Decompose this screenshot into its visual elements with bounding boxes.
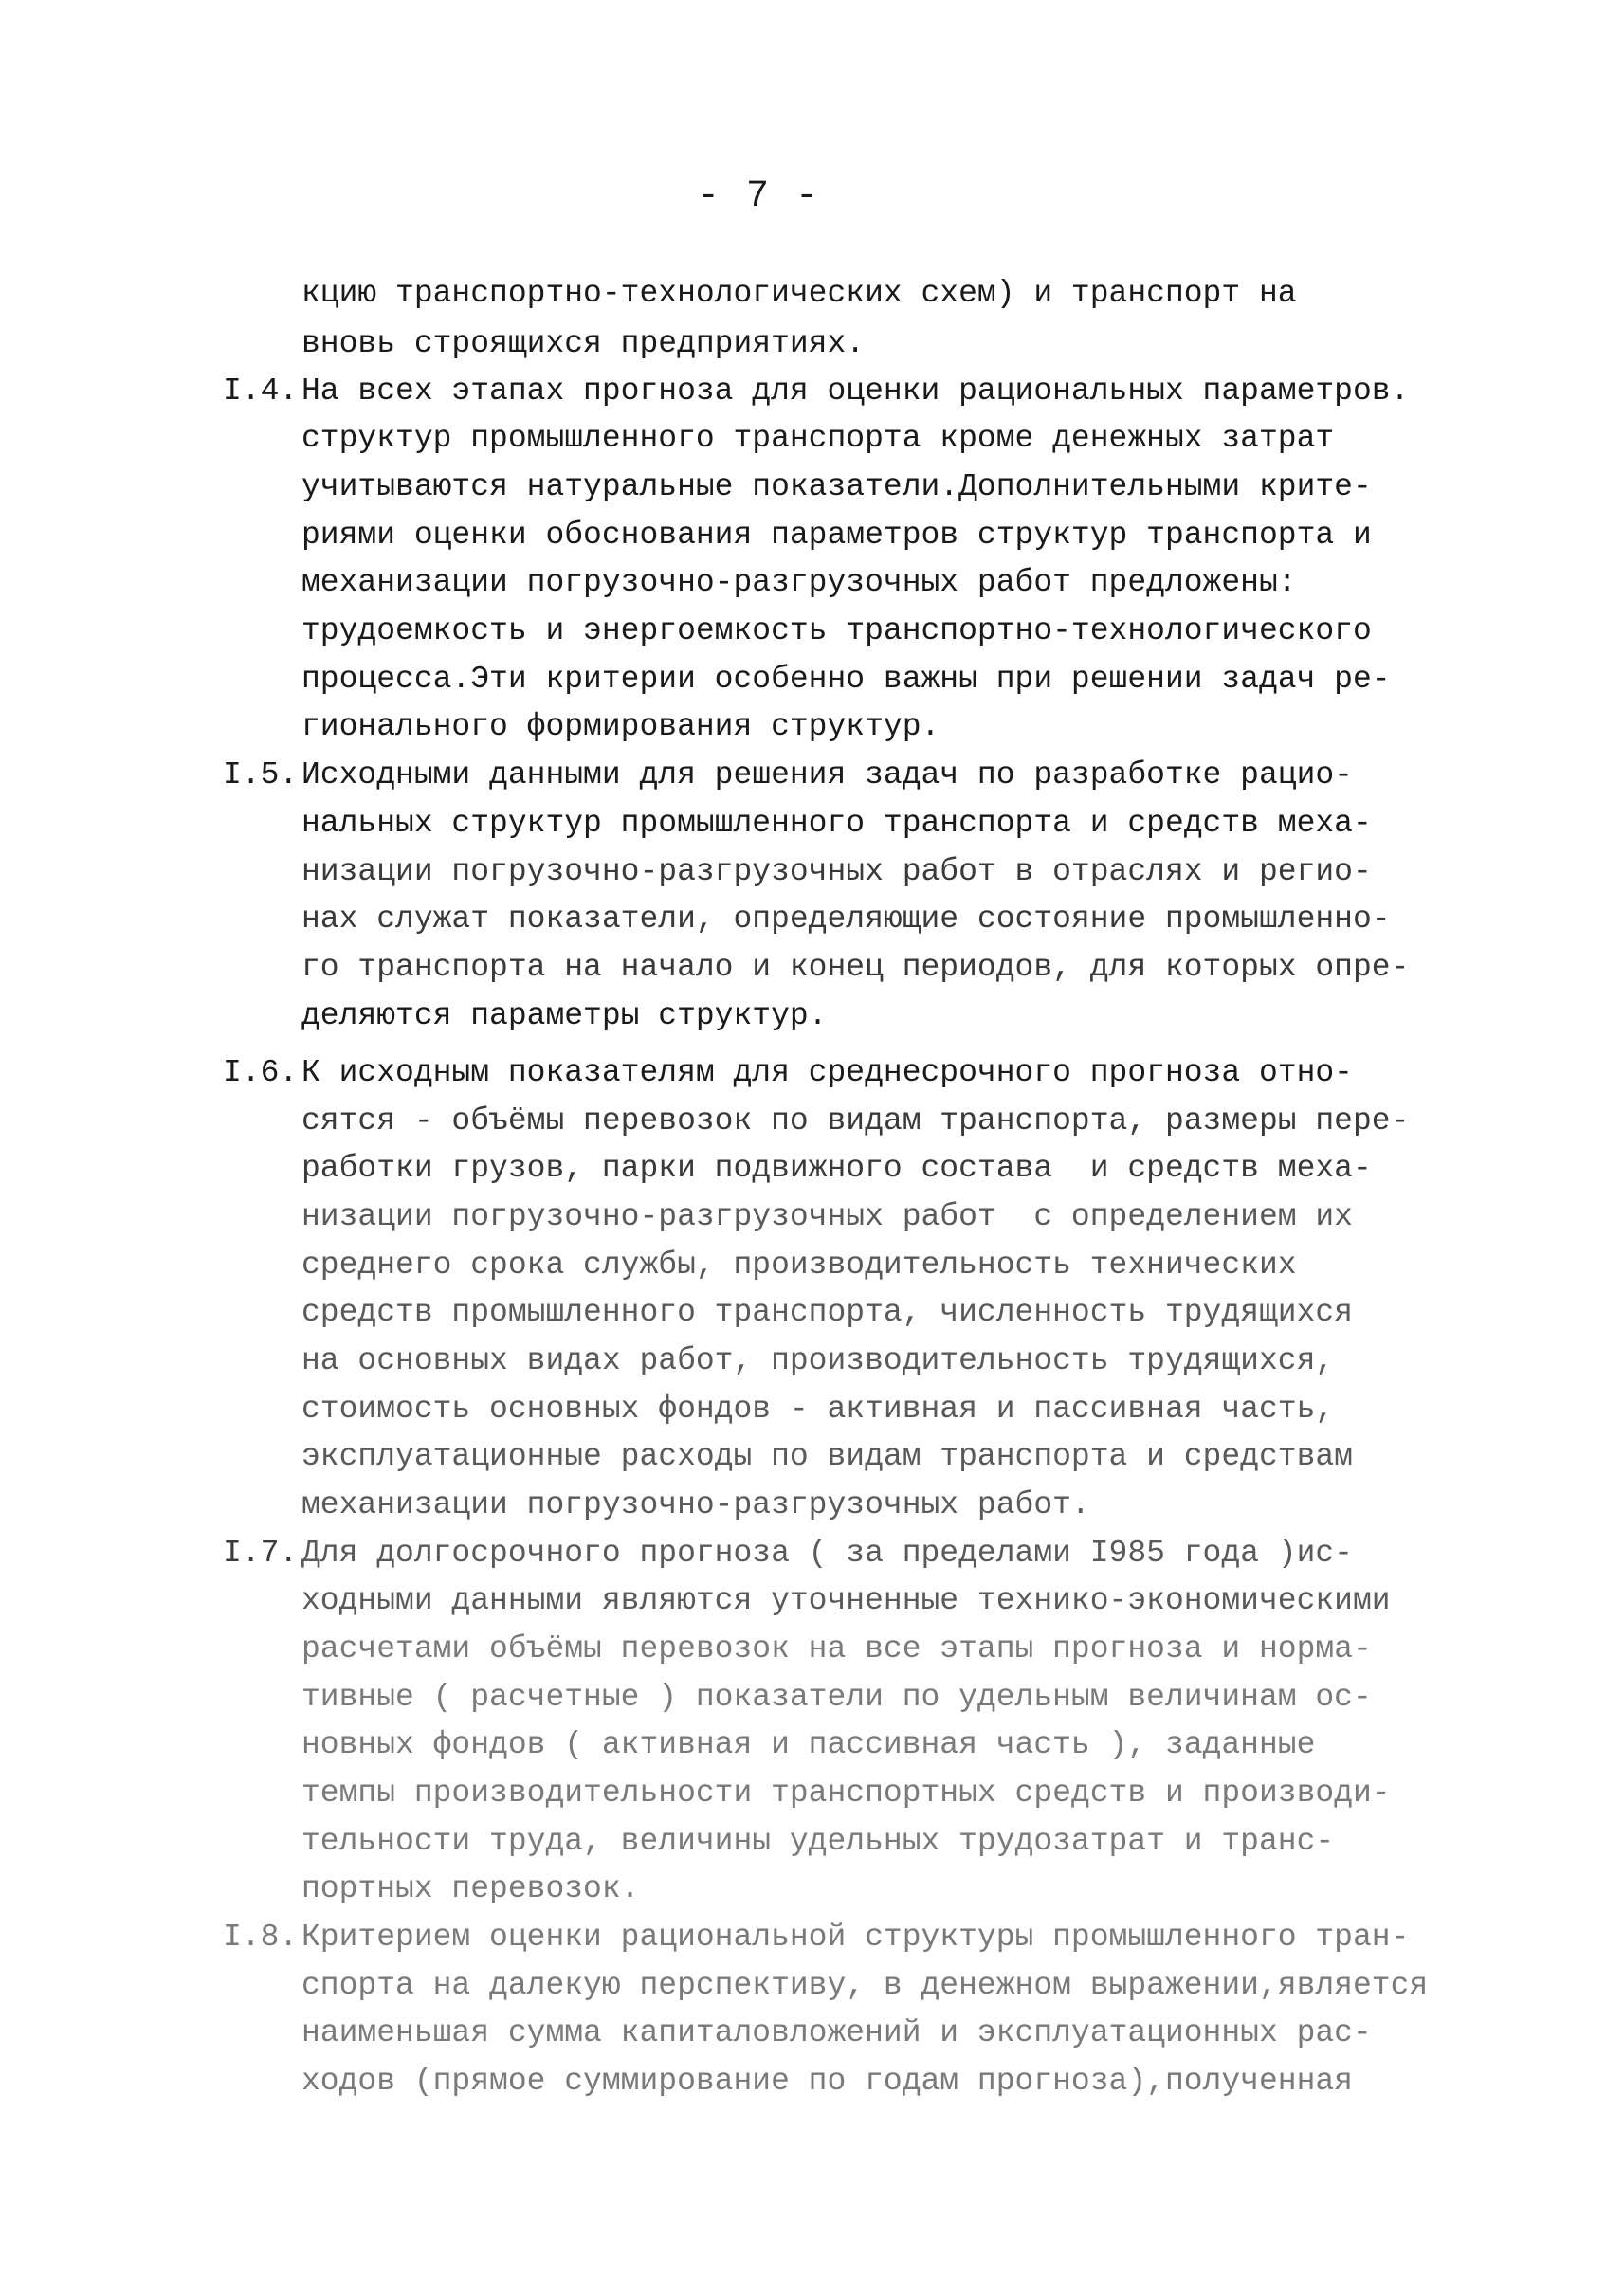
- item-1-8-number: I.8.: [223, 1920, 299, 1955]
- item-1-5-number: I.5.: [223, 757, 299, 792]
- item-1-6-line-9: эксплуатационные расходы по видам транспорта и средствам: [301, 1439, 1353, 1474]
- item-1-6-line-3: работки грузов, парки подвижного состава и средств меха-: [301, 1151, 1372, 1186]
- item-1-7-line-6: темпы производительности транспортных средств и производи-: [301, 1776, 1391, 1811]
- item-1-5-line-4: нах служат показатели, определяющие состояние промышленно-: [301, 902, 1391, 937]
- item-1-6-line-5: среднего срока службы, производительность технических: [301, 1248, 1297, 1283]
- intro-line-1: кцию транспортно-технологических схем) и транспорт на: [301, 276, 1297, 311]
- item-1-7-line-5: новных фондов ( активная и пассивная часть ), заданные: [301, 1727, 1316, 1762]
- item-1-6-line-7: на основных видах работ, производительность трудящихся,: [301, 1343, 1335, 1378]
- item-1-8-line-4: ходов (прямое суммирование по годам прогноза),полученная: [301, 2064, 1353, 2099]
- item-1-5-line-3: низации погрузочно-разгрузочных работ в отраслях и регио-: [301, 854, 1372, 889]
- item-1-5-line-6: деляются параметры структур.: [301, 998, 828, 1033]
- item-1-7-line-4: тивные ( расчетные ) показатели по удельным величинам ос-: [301, 1680, 1372, 1715]
- item-1-6-line-8: стоимость основных фондов - активная и пассивная часть,: [301, 1392, 1335, 1427]
- item-1-7-line-2: ходными данными являются уточненные технико-экономическими: [301, 1583, 1391, 1618]
- item-1-4-line-4: риями оценки обоснования параметров структур транспорта и: [301, 518, 1372, 553]
- item-1-8-line-1: Критерием оценки рациональной структуры промышленного тран-: [301, 1920, 1410, 1955]
- item-1-7-number: I.7.: [223, 1536, 299, 1571]
- page-number: - 7 -: [696, 175, 821, 218]
- item-1-5-line-1: Исходными данными для решения задач по разработке рацио-: [301, 757, 1353, 792]
- item-1-5-line-2: нальных структур промышленного транспорта и средств меха-: [301, 806, 1372, 841]
- item-1-4-line-3: учитываются натуральные показатели.Дополнительными крите-: [301, 469, 1372, 504]
- item-1-4-line-5: механизации погрузочно-разгрузочных работ предложены:: [301, 565, 1297, 600]
- item-1-4-line-1: На всех этапах прогноза для оценки рациональных параметров.: [301, 373, 1410, 409]
- item-1-4-line-6: трудоемкость и энергоемкость транспортно-технологического: [301, 613, 1372, 648]
- item-1-6-line-1: К исходным показателям для среднесрочного прогноза отно-: [301, 1055, 1353, 1090]
- item-1-4-line-8: гионального формирования структур.: [301, 709, 940, 744]
- item-1-8-line-3: наименьшая сумма капиталовложений и эксплуатационных рас-: [301, 2015, 1372, 2050]
- item-1-6-line-6: средств промышленного транспорта, численность трудящихся: [301, 1295, 1353, 1330]
- item-1-4-line-2: структур промышленного транспорта кроме денежных затрат: [301, 421, 1335, 456]
- item-1-7-line-7: тельности труда, величины удельных трудозатрат и транс-: [301, 1824, 1335, 1859]
- intro-line-2: вновь строящихся предприятиях.: [301, 326, 866, 361]
- item-1-5-line-5: го транспорта на начало и конец периодов, для которых опре-: [301, 950, 1410, 985]
- item-1-6-line-10: механизации погрузочно-разгрузочных работ.: [301, 1487, 1090, 1522]
- item-1-8-line-2: спорта на далекую перспективу, в денежном выражении,является: [301, 1968, 1429, 2003]
- item-1-6-line-4: низации погрузочно-разгрузочных работ с определением их: [301, 1199, 1353, 1234]
- item-1-4-number: I.4.: [223, 373, 299, 409]
- item-1-6-line-2: сятся - объёмы перевозок по видам транспорта, размеры пере-: [301, 1103, 1410, 1138]
- item-1-7-line-8: портных перевозок.: [301, 1871, 640, 1906]
- item-1-7-line-1: Для долгосрочного прогноза ( за пределами I985 года )ис-: [301, 1536, 1353, 1571]
- item-1-4-line-7: процесса.Эти критерии особенно важны при решении задач ре-: [301, 662, 1391, 697]
- item-1-6-number: I.6.: [223, 1055, 299, 1090]
- item-1-7-line-3: расчетами объёмы перевозок на все этапы прогноза и норма-: [301, 1631, 1372, 1667]
